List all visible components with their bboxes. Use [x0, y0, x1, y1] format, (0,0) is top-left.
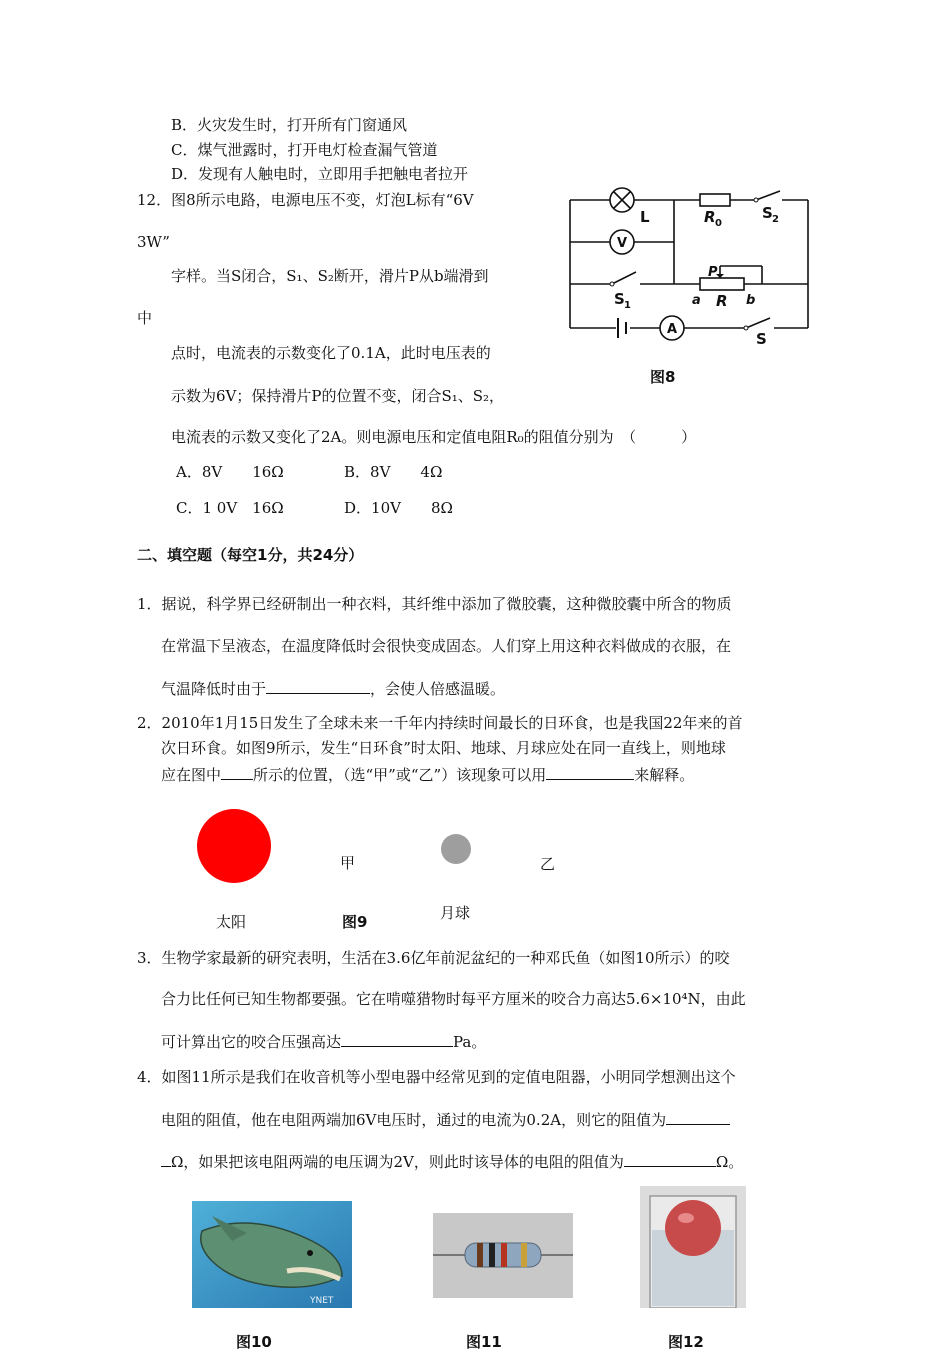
fig12-caption: 图12: [668, 1333, 704, 1351]
fig12-beaker-image: [640, 1186, 746, 1308]
q12-line7: 电流表的示数又变化了2A。则电源电压和定值电阻R₀的阻值分别为 （ ）: [171, 428, 697, 446]
fig8-label-a: a: [692, 293, 701, 308]
q12-line1: 12．图8所示电路，电源电压不变，灯泡L标有“6V: [137, 191, 474, 209]
q3-line3: 可计算出它的咬合压强高达 Pa。: [161, 1030, 486, 1052]
fig9-label-sun: 太阳: [216, 913, 247, 931]
fig10-fish-image: [192, 1201, 352, 1308]
q2-blank-explanation[interactable]: [546, 763, 634, 780]
fig8-label-s2-sub: 2: [772, 214, 779, 225]
q12-option-a: A．8V 16Ω: [176, 463, 284, 481]
q4-blank-resistance[interactable]: [666, 1108, 730, 1125]
q4-line1: 4．如图11所示是我们在收音机等小型电器中经常见到的定值电阻器，小明同学想测出这个: [137, 1068, 736, 1086]
q12-line6: 示数为6V；保持滑片P的位置不变，闭合S₁、S₂，: [171, 387, 505, 405]
q11-option-b: B．火灾发生时，打开所有门窗通风: [171, 116, 408, 134]
fig10-caption: 图10: [236, 1333, 272, 1351]
q2-line2: 次日环食。如图9所示，发生“日环食”时太阳、地球、月球应处在同一直线上，则地球: [161, 739, 726, 757]
fig9-label-yi: 乙: [540, 855, 556, 873]
q1-line3: 气温降低时由于 ，会使人倍感温暖。: [161, 677, 505, 699]
fig8-label-p: P: [708, 265, 718, 280]
q12-line2: 3W”: [137, 233, 170, 251]
q12-line4: 中: [137, 309, 153, 327]
q1-line2: 在常温下呈液态，在温度降低时会很快变成固态。人们穿上用这种衣料做成的衣服，在: [161, 637, 732, 655]
fig8-label-s: S: [756, 330, 767, 348]
sun-disc: [197, 809, 271, 883]
fig8-label-b: b: [746, 293, 756, 308]
fig9-label-jia: 甲: [340, 854, 356, 872]
q12-line5: 点时，电流表的示数变化了0.1A，此时电压表的: [171, 344, 491, 362]
fig8-label-r0-sub: 0: [715, 218, 722, 229]
q1-line1: 1．据说，科学界已经研制出一种衣料，其纤维中添加了微胶囊，这种微胶囊中所含的物质: [137, 595, 732, 613]
fig8-label-r: R: [716, 292, 728, 310]
q2-line1: 2．2010年1月15日发生了全球未来一千年内持续时间最长的日环食，也是我国22年来的首: [137, 714, 743, 732]
q3-blank[interactable]: [341, 1030, 453, 1047]
fig9-label-moon: 月球: [440, 904, 471, 922]
fig11-caption: 图11: [466, 1333, 502, 1351]
fig8-circuit-diagram: [560, 186, 820, 356]
q2-blank-position[interactable]: [221, 763, 253, 780]
q12-option-d: D．10V 8Ω: [344, 499, 453, 517]
fig8-ammeter-label: A: [667, 322, 678, 337]
fig8-label-s1: S: [614, 290, 625, 308]
q4-blank-resistance-cont: [161, 1150, 171, 1167]
moon-disc: [441, 834, 471, 864]
fig8-label-s2: S: [762, 204, 773, 222]
fig8-voltmeter-label: V: [617, 236, 628, 251]
q3-line1: 3．生物学家最新的研究表明，生活在3.6亿年前泥盆纪的一种邓氏鱼（如图10所示）的咬: [137, 949, 730, 967]
fig11-resistor-image: [433, 1213, 573, 1298]
q12-line3: 字样。当S闭合，S₁、S₂断开，滑片P从b端滑到: [171, 267, 489, 285]
fig9-caption: 图9: [342, 913, 368, 931]
fig8-caption: 图8: [650, 368, 676, 386]
q4-blank-resistance2[interactable]: [624, 1150, 716, 1167]
q4-line3: Ω，如果把该电阻两端的电压调为2V，则此时该导体的电阻的阻值为 Ω。: [161, 1150, 743, 1172]
q11-option-d: D．发现有人触电时，立即用手把触电者拉开: [171, 165, 469, 183]
q1-blank[interactable]: [266, 677, 370, 694]
q12-option-b: B．8V 4Ω: [344, 463, 443, 481]
q11-option-c: C．煤气泄露时，打开电灯检查漏气管道: [171, 141, 438, 159]
section2-title: 二、填空题（每空1分，共24分）: [137, 546, 364, 564]
fig8-label-l: L: [640, 208, 650, 226]
q3-line2: 合力比任何已知生物都要强。它在啃噬猎物时每平方厘米的咬合力高达5.6×10⁴N，由此: [161, 990, 746, 1008]
q2-line3: 应在图中 所示的位置，（选“甲”或“乙”）该现象可以用 来解释。: [161, 763, 694, 785]
fig10-watermark: YNET: [310, 1296, 334, 1306]
fig8-label-r0: R: [704, 208, 716, 226]
fig8-label-s1-sub: 1: [624, 300, 631, 311]
fig9-diagram: [190, 804, 490, 888]
q4-line2: 电阻的阻值，他在电阻两端加6V电压时，通过的电流为0.2A，则它的阻值为: [161, 1108, 730, 1130]
q12-option-c: C．1 0V 16Ω: [176, 499, 284, 517]
